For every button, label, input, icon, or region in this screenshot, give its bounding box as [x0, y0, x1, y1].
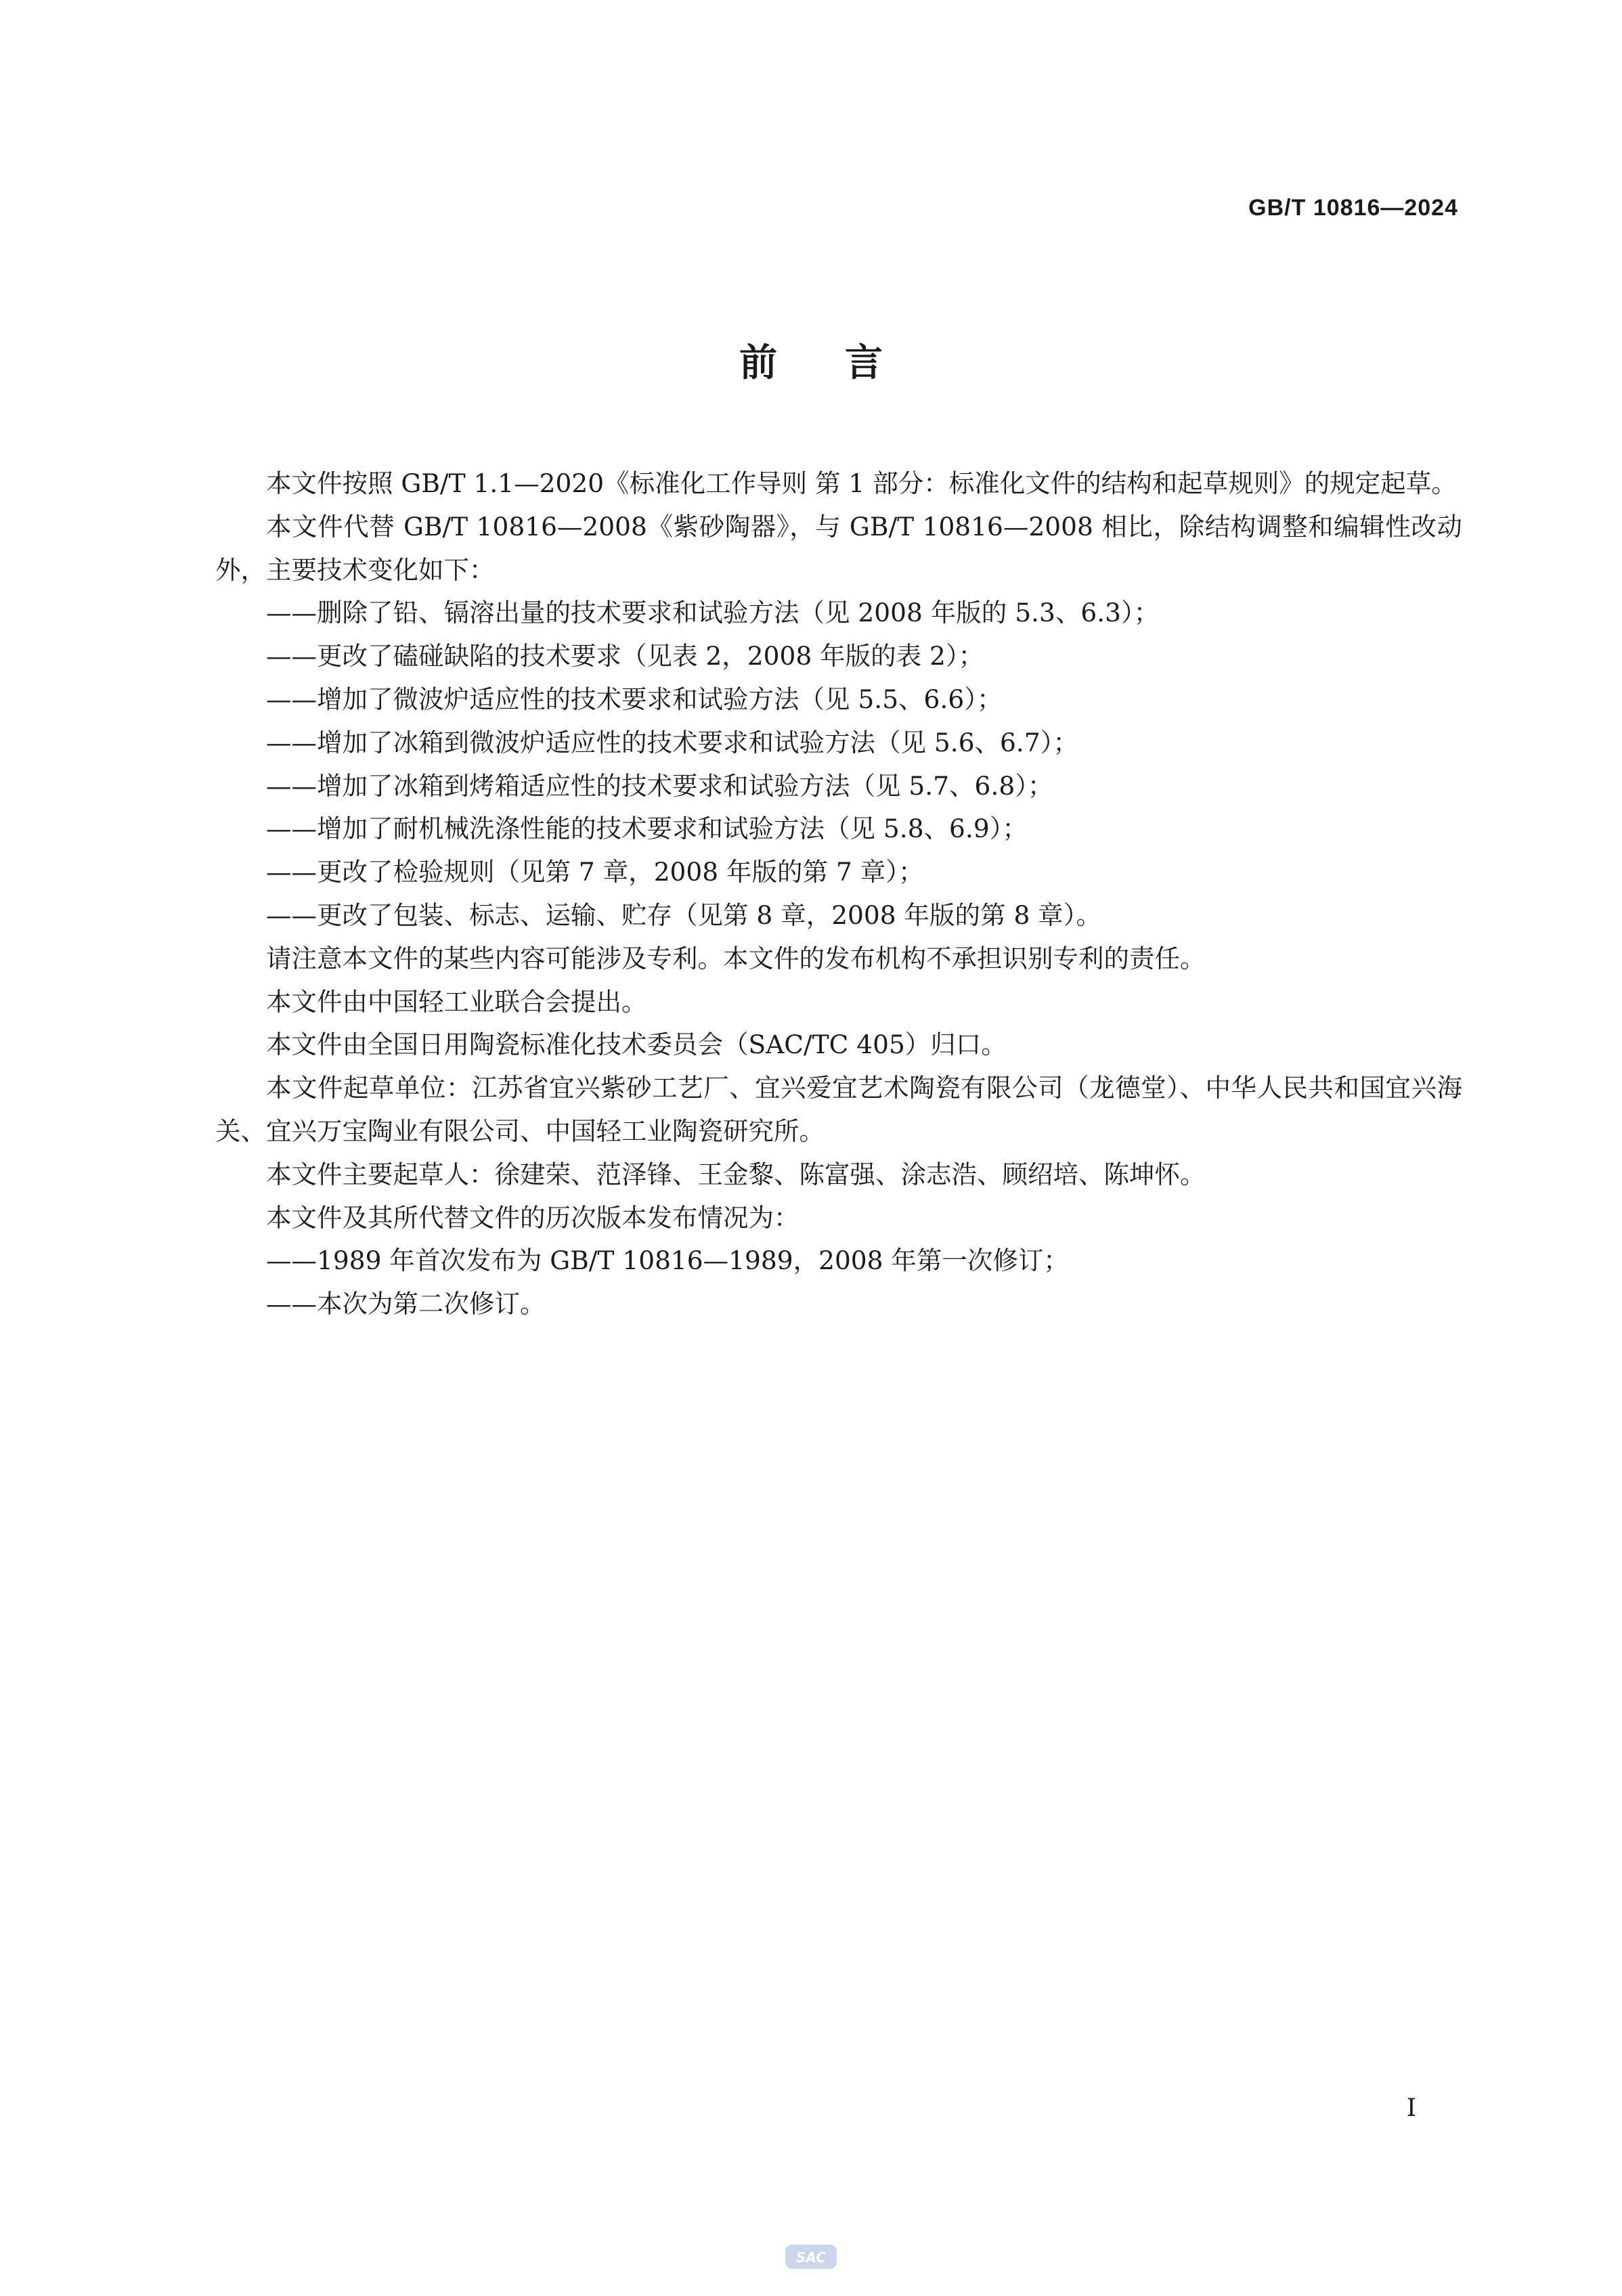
paragraph-patent-notice: 请注意本文件的某些内容可能涉及专利。本文件的发布机构不承担识别专利的责任。: [266, 943, 1206, 973]
change-item: ——增加了微波炉适应性的技术要求和试验方法（见 5.5、6.6）；: [266, 684, 1003, 714]
page-number: I: [1406, 2094, 1416, 2122]
change-item: ——增加了耐机械洗涤性能的技术要求和试验方法（见 5.8、6.9）；: [266, 814, 1028, 844]
paragraph-proposer: 本文件由中国轻工业联合会提出。: [266, 986, 647, 1017]
change-item: ——删除了铅、镉溶出量的技术要求和试验方法（见 2008 年版的 5.3、6.3）；: [266, 598, 1160, 628]
history-item: ——本次为第二次修订。: [266, 1289, 546, 1319]
change-item: ——增加了冰箱到烤箱适应性的技术要求和试验方法（见 5.7、6.8）；: [266, 770, 1053, 801]
history-item: ——1989 年首次发布为 GB/T 10816—1989，2008 年第一次修订；: [266, 1245, 1069, 1276]
paragraph-committee: 本文件由全国日用陶瓷标准化技术委员会（SAC/TC 405）归口。: [266, 1030, 1007, 1060]
svg-text:SAC: SAC: [796, 2249, 826, 2266]
change-item: ——更改了磕碰缺陷的技术要求（见表 2，2008 年版的表 2）；: [266, 641, 984, 671]
paragraph-drafters: 本文件主要起草人：徐建荣、范泽锋、王金黎、陈富强、涂志浩、顾绍培、陈坤怀。: [266, 1159, 1206, 1189]
change-item: ——增加了冰箱到微波炉适应性的技术要求和试验方法（见 5.6、6.7）；: [266, 727, 1078, 757]
paragraph-drafting-rules: 本文件按照 GB/T 1.1—2020《标准化工作导则 第 1 部分：标准化文件的结构和起草规则》的规定起草。: [266, 468, 1457, 498]
paragraph-drafting-units: 本文件起草单位：江苏省宜兴紫砂工艺厂、宜兴爱宜艺术陶瓷有限公司（龙德堂）、中华人民共和国宜兴海关、宜兴万宝陶业有限公司、中国轻工业陶瓷研究所。: [215, 1073, 1462, 1146]
paragraph-history-intro: 本文件及其所代替文件的历次版本发布情况为：: [266, 1202, 799, 1233]
change-item: ——更改了检验规则（见第 7 章，2008 年版的第 7 章）；: [266, 857, 924, 887]
paragraph-replacement: 本文件代替 GB/T 10816—2008《紫砂陶器》，与 GB/T 10816—2008 相比，除结构调整和编辑性改动外，主要技术变化如下：: [215, 511, 1462, 585]
sac-logo-icon: [784, 2242, 838, 2272]
change-item: ——更改了包装、标志、运输、贮存（见第 8 章，2008 年版的第 8 章）。: [266, 900, 1102, 930]
page-title: 前言: [739, 341, 950, 385]
foreword-body: [215, 462, 1462, 1326]
standard-code: GB/T 10816—2024: [1248, 195, 1458, 221]
